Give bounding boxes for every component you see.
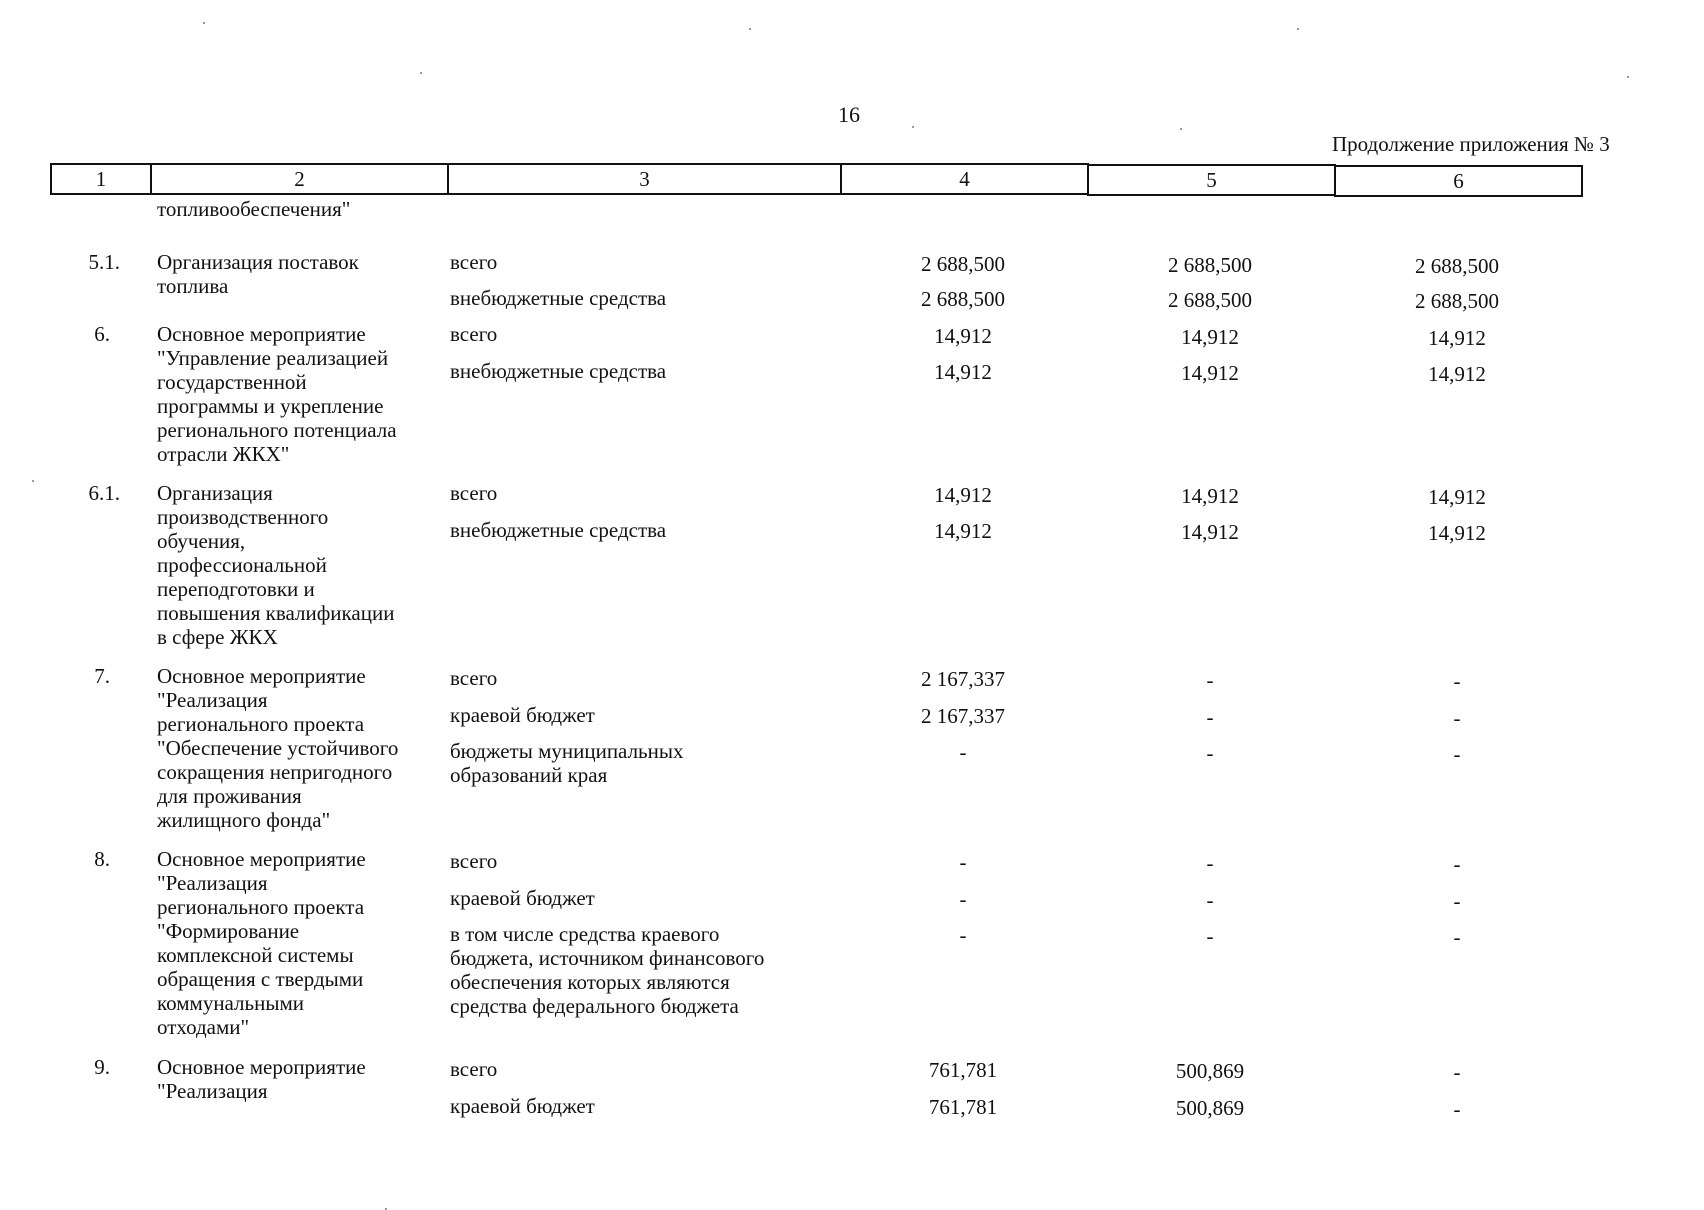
value-col-5: -	[1206, 851, 1214, 875]
value-col-5: 500,869	[1175, 1059, 1245, 1083]
value-col-4: 761,781	[928, 1095, 998, 1119]
value-col-6: 14,912	[1428, 326, 1486, 350]
row-title: Организация поставок топлива	[157, 250, 359, 298]
header-col-1: 1	[50, 163, 152, 195]
value-col-5: -	[1206, 705, 1214, 729]
value-col-4: 2 167,337	[921, 667, 1005, 691]
row-title: Организация производственного обучения, профессиональной переподготовки и повышения квалификации в сфере ЖКХ	[157, 481, 395, 649]
source-label: краевой бюджет	[450, 703, 595, 727]
scan-speck	[32, 480, 34, 482]
row-title: Основное мероприятие "Управление реализацией государственной программы и укрепление регионального потенциала отрасли ЖКХ"	[157, 322, 397, 466]
source-label: в том числе средства краевого бюджета, источником финансового обеспечения которых являются средства федерального бюджета	[450, 922, 765, 1018]
value-col-6: -	[1453, 742, 1461, 766]
value-col-6: -	[1453, 1060, 1461, 1084]
value-col-4: 2 688,500	[921, 252, 1005, 276]
value-col-6: -	[1453, 706, 1461, 730]
scan-speck	[749, 28, 751, 30]
appendix-continuation-note: Продолжение приложения № 3	[1332, 132, 1610, 156]
value-col-4: -	[959, 850, 967, 874]
value-col-6: -	[1453, 1097, 1461, 1121]
header-col-5: 5	[1087, 164, 1336, 196]
row-number: 8.	[94, 847, 110, 871]
source-label: всего	[450, 250, 498, 274]
value-col-5: -	[1206, 888, 1214, 912]
header-col-3: 3	[447, 163, 842, 195]
source-label: краевой бюджет	[450, 886, 595, 910]
row-number: 6.1.	[88, 481, 120, 505]
row-number: 5.1.	[88, 250, 120, 274]
scan-speck	[1297, 28, 1299, 30]
source-label: внебюджетные средства	[450, 286, 667, 310]
source-label: всего	[450, 1057, 498, 1081]
value-col-4: -	[959, 923, 967, 947]
header-col-4: 4	[840, 163, 1089, 195]
row-number: 6.	[94, 322, 110, 346]
row-title: Основное мероприятие "Реализация регионального проекта "Формирование комплексной системы обращения с твердыми коммунальными отходами"	[157, 847, 366, 1039]
source-label: бюджеты муниципальных образований края	[450, 739, 684, 787]
value-col-5: 14,912	[1181, 484, 1239, 508]
value-col-4: 2 688,500	[921, 287, 1005, 311]
value-col-5: 500,869	[1175, 1096, 1245, 1120]
value-col-6: 14,912	[1428, 521, 1486, 545]
header-col-6: 6	[1334, 165, 1583, 197]
value-col-5: 14,912	[1181, 325, 1239, 349]
row-title: Основное мероприятие "Реализация регионального проекта "Обеспечение устойчивого сокращения непригодного для проживания жилищного фонда"	[157, 664, 399, 832]
table-header-row	[50, 163, 1570, 197]
source-label: всего	[450, 849, 498, 873]
source-label: всего	[450, 666, 498, 690]
scan-speck	[203, 22, 205, 24]
page-number: 16	[838, 102, 860, 127]
source-label: внебюджетные средства	[450, 359, 667, 383]
row-number: 7.	[94, 664, 110, 688]
value-col-6: -	[1453, 925, 1461, 949]
value-col-6: 14,912	[1428, 485, 1486, 509]
row-title: Основное мероприятие "Реализация	[157, 1055, 366, 1103]
value-col-4: 14,912	[934, 519, 992, 543]
value-col-5: -	[1206, 741, 1214, 765]
value-col-5: -	[1206, 924, 1214, 948]
source-label: внебюджетные средства	[450, 518, 667, 542]
value-col-5: 14,912	[1181, 361, 1239, 385]
row-number: 9.	[94, 1055, 110, 1079]
value-col-4: 761,781	[928, 1058, 998, 1082]
value-col-4: -	[959, 740, 967, 764]
value-col-4: 14,912	[934, 483, 992, 507]
value-col-4: 14,912	[934, 324, 992, 348]
carryover-text: топливообеспечения"	[157, 197, 351, 221]
value-col-4: 2 167,337	[921, 704, 1005, 728]
value-col-6: -	[1453, 889, 1461, 913]
scan-speck	[420, 72, 422, 74]
value-col-5: 14,912	[1181, 520, 1239, 544]
value-col-4: 14,912	[934, 360, 992, 384]
source-label: краевой бюджет	[450, 1094, 595, 1118]
scan-speck	[912, 126, 914, 128]
value-col-4: -	[959, 887, 967, 911]
scan-speck	[1180, 128, 1182, 130]
source-label: всего	[450, 481, 498, 505]
value-col-5: -	[1206, 668, 1214, 692]
value-col-5: 2 688,500	[1168, 253, 1252, 277]
value-col-6: -	[1453, 669, 1461, 693]
value-col-6: -	[1453, 852, 1461, 876]
header-col-2: 2	[150, 163, 449, 195]
value-col-6: 2 688,500	[1415, 289, 1499, 313]
value-col-6: 2 688,500	[1415, 254, 1499, 278]
value-col-5: 2 688,500	[1168, 288, 1252, 312]
value-col-6: 14,912	[1428, 362, 1486, 386]
scan-speck	[1627, 76, 1629, 78]
source-label: всего	[450, 322, 498, 346]
